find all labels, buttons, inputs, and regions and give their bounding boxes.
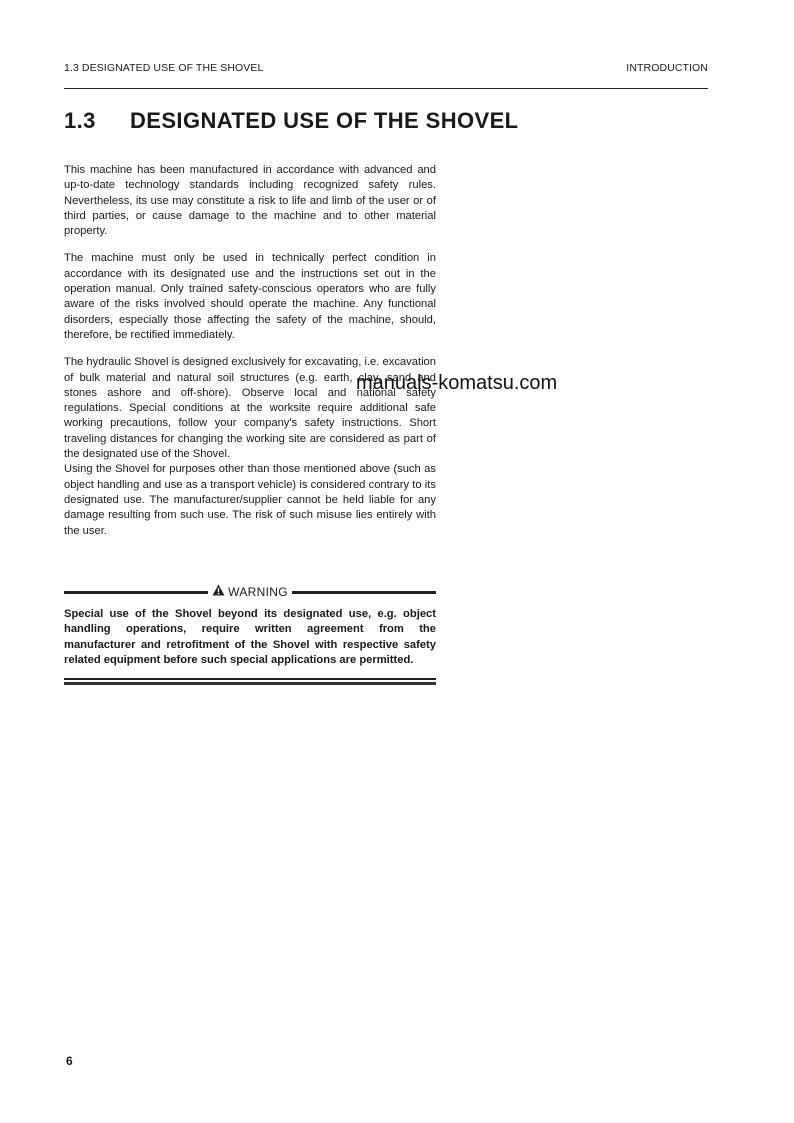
paragraph-2: The machine must only be used in technically perfect condition in accordance with its designated use and the instructions set out in the operation manual. Only trained safety-conscious operators who are fully aware of the risks involved should operate the machine. Any functional disorders, especially those affecting the safety of the machine, should, therefore, be rectified immediately.: [64, 252, 436, 341]
warning-bottom-rule: [64, 678, 436, 680]
warning-text: Special use of the Shovel beyond its designated use, e.g. object handling operations, require written agreement from the manufacturer and retrofitment of the Shovel with respective safety related equipment before such special applications are permitted.: [64, 608, 436, 666]
section-number: 1.3: [64, 108, 96, 133]
section-heading: [64, 108, 519, 134]
header-divider: [64, 88, 708, 89]
watermark: manuals-komatsu.com: [356, 372, 558, 394]
warning-label: WARNING: [228, 585, 288, 599]
running-header-section: 1.3 DESIGNATED USE OF THE SHOVEL: [64, 62, 264, 74]
warning-rule-right: [292, 591, 436, 594]
paragraph-3: The hydraulic Shovel is designed exclusively for excavating, i.e. excavation of bulk material and natural soil structures (e.g. earth, clay, sand and stones ashore and off-shore). Observe local and national safety regulations. Special conditions at the worksite require additional safe working precautions, follow your company's safety instructions. Short traveling distances for changing the working site are considered as part of the designated use of the Shovel.: [64, 356, 436, 461]
body-text: [64, 163, 436, 551]
warning-bottom-rule-2: [64, 682, 436, 685]
warning-box: [64, 584, 436, 685]
section-title: DESIGNATED USE OF THE SHOVEL: [130, 108, 519, 133]
warning-header: [64, 584, 436, 600]
page-header: [64, 62, 708, 76]
paragraph-4: Using the Shovel for purposes other than those mentioned above (such as object handling and use as a transport vehicle) is considered contrary to its designated use. The manufacturer/supplier cannot be held liable for any damage resulting from such use. The risk of such misuse lies entirely with the user.: [64, 463, 436, 537]
warning-rule-left: [64, 591, 208, 594]
running-header-chapter: INTRODUCTION: [626, 62, 708, 74]
page-number: 6: [66, 1054, 73, 1068]
paragraph-1: This machine has been manufactured in accordance with advanced and up-to-date technology standards including recognized safety rules. Nevertheless, its use may constitute a risk to life and limb of the user or of third parties, or cause damage to the machine and to other material property.: [64, 164, 436, 238]
warning-triangle-icon: [212, 583, 225, 601]
